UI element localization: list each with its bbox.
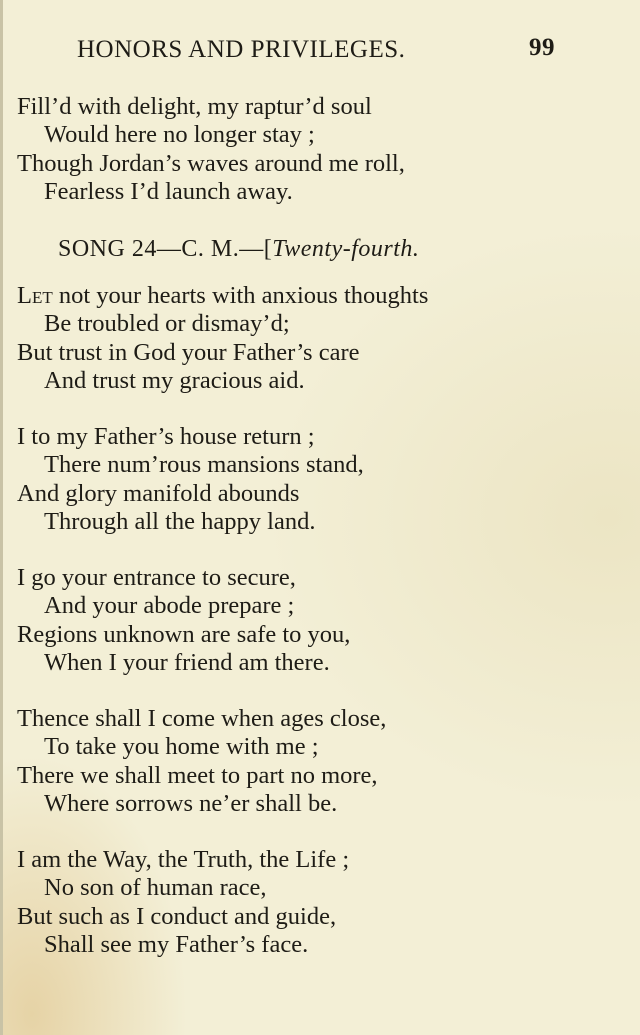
verse-line: Regions unknown are safe to you, <box>17 620 351 648</box>
verse-line: Thence shall I come when ages close, <box>17 705 387 732</box>
verse-line: Fearless I’d launch away. <box>44 177 293 205</box>
verse-line: I to my Father’s house return ; <box>17 423 315 450</box>
tune-name: Twenty-fourth. <box>272 236 420 262</box>
verse-line: To take you home with me ; <box>44 733 319 761</box>
verse-line: No son of human race, <box>44 874 267 902</box>
verse-line: But such as I conduct and guide, <box>17 902 337 930</box>
stanza-3 <box>17 564 350 677</box>
verse-line: Shall see my Father’s face. <box>44 930 309 958</box>
stanza-4 <box>17 705 386 818</box>
verse-line: When I your friend am there. <box>44 648 330 676</box>
header-title: HONORS AND PRIVILEGES. <box>77 36 406 63</box>
stanza-1 <box>17 282 428 395</box>
verse-line: There we shall meet to part no more, <box>17 761 378 789</box>
verse-line: And trust my gracious aid. <box>44 366 305 394</box>
verse-line: Let not your hearts with anxious thoughts <box>17 282 429 309</box>
verse-line: Though Jordan’s waves around me roll, <box>17 149 405 177</box>
song-heading <box>58 236 419 263</box>
verse-line: There num’rous mansions stand, <box>44 451 364 479</box>
verse-line: Be troubled or dismay’d; <box>44 310 290 338</box>
verse-line: Through all the happy land. <box>44 507 316 535</box>
stanza-5 <box>17 846 349 959</box>
previous-song-stanza <box>17 93 405 206</box>
running-header <box>77 34 597 64</box>
verse-line: Fill’d with delight, my raptur’d soul <box>17 93 372 120</box>
verse-line: But trust in God your Father’s care <box>17 338 360 366</box>
verse-line: Where sorrows ne’er shall be. <box>44 789 338 817</box>
verse-line: And your abode prepare ; <box>44 592 295 620</box>
page-number: 99 <box>529 34 555 61</box>
verse-line: Would here no longer stay ; <box>44 121 315 149</box>
drop-word: Let <box>17 282 53 309</box>
verse-line: And glory manifold abounds <box>17 479 300 507</box>
verse-line: I am the Way, the Truth, the Life ; <box>17 846 350 873</box>
stanza-2 <box>17 423 364 536</box>
verse-line: I go your entrance to secure, <box>17 564 296 591</box>
song-number-meter: SONG 24—C. M.—[ <box>58 236 273 262</box>
page-edge <box>0 0 3 1035</box>
